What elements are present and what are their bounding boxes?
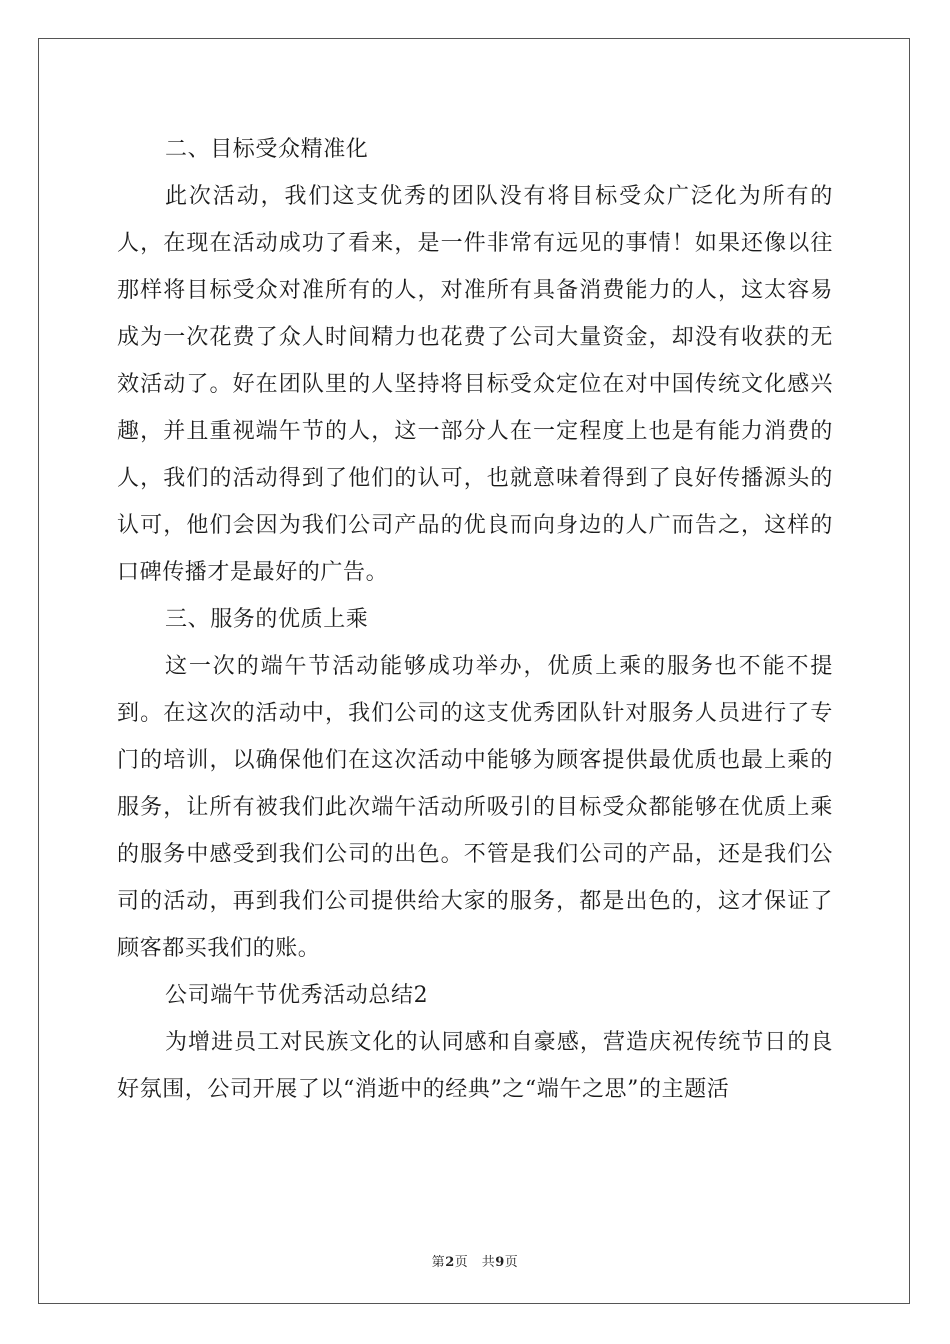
page-footer — [0, 1251, 950, 1270]
section-heading-summary-2: 公司端午节优秀活动总结2 — [165, 983, 429, 1008]
document-body — [117, 126, 833, 1113]
paragraph-summary-2-intro: 为增进员工对民族文化的认同感和自豪感，营造庆祝传统节日的良好氛围，公司开展了以“消逝中的经典”之“端午之思”的主题活 — [117, 1030, 833, 1102]
footer-prefix: 第 — [431, 1255, 446, 1270]
footer-mid: 页 共 — [454, 1255, 496, 1270]
paragraph-service-quality: 这一次的端午节活动能够成功举办，优质上乘的服务也不能不提到。在这次的活动中，我们公司的这支优秀团队针对服务人员进行了专门的培训，以确保他们在这次活动中能够为顾客提供最优质也最上乘的服务，让所有被我们此次端午活动所吸引的目标受众都能够在优质上乘的服务中感受到我们公司的出色。不管是我们公司的产品，还是我们公司的活动，再到我们公司提供给大家的服务，都是出色的，这才保证了顾客都买我们的账。 — [117, 654, 833, 961]
paragraph-target-audience: 此次活动，我们这支优秀的团队没有将目标受众广泛化为所有的人，在现在活动成功了看来，是一件非常有远见的事情！如果还像以往那样将目标受众对准所有的人，对准所有具备消费能力的人，这太容易成为一次花费了众人时间精力也花费了公司大量资金，却没有收获的无效活动了。好在团队里的人坚持将目标受众定位在对中国传统文化感兴趣，并且重视端午节的人，这一部分人在一定程度上也是有能力消费的人，我们的活动得到了他们的认可，也就意味着得到了良好传播源头的认可，他们会因为我们公司产品的优良而向身边的人广而告之，这样的口碑传播才是最好的广告。 — [117, 184, 833, 585]
section-heading-target-audience: 二、目标受众精准化 — [165, 137, 369, 162]
footer-current-page: 2 — [445, 1255, 455, 1270]
section-heading-service-quality: 三、服务的优质上乘 — [165, 607, 369, 632]
footer-suffix: 页 — [504, 1255, 519, 1270]
footer-total-pages: 9 — [495, 1255, 505, 1270]
